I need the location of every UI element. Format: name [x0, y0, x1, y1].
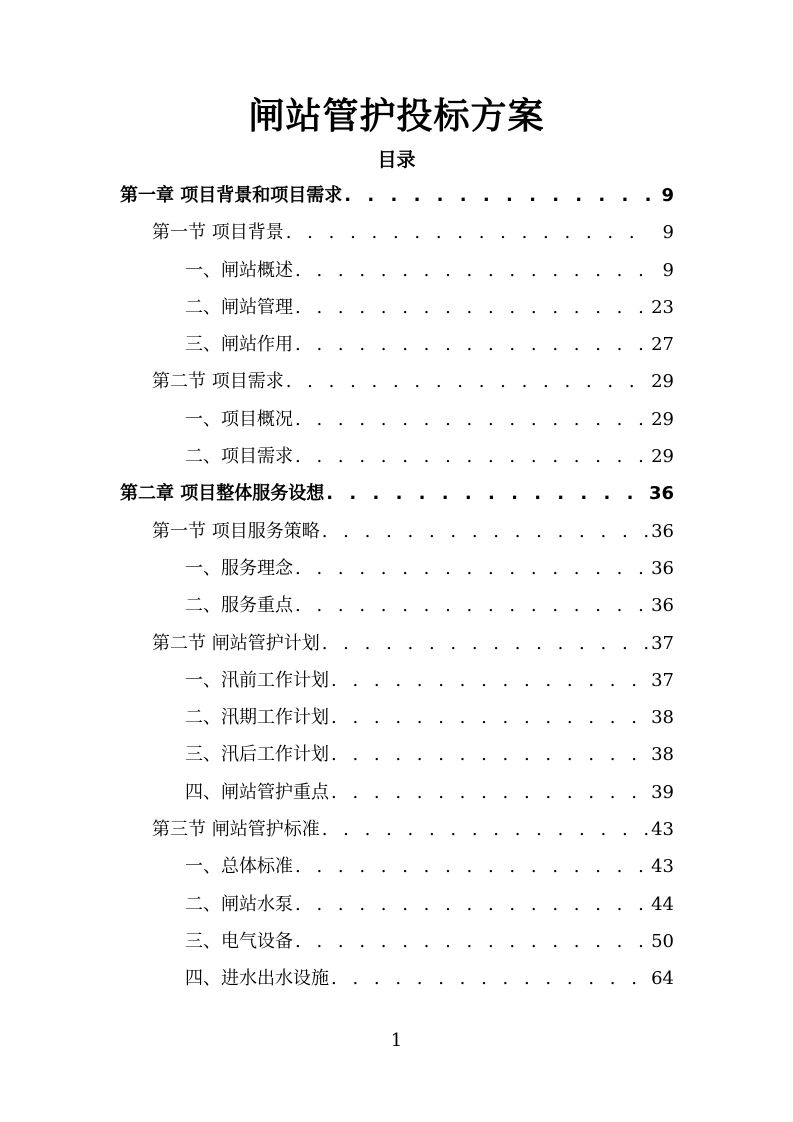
toc-leader-dots	[295, 923, 649, 960]
toc-entry-label: 三、汛后工作计划	[185, 744, 329, 766]
toc-entry[interactable]	[120, 625, 674, 662]
toc-leader-dots	[295, 326, 649, 363]
toc-entry-page: 9	[662, 222, 674, 244]
toc-entry[interactable]	[120, 214, 674, 251]
toc-entry[interactable]	[120, 923, 674, 960]
toc-entry-page: 38	[651, 707, 674, 729]
toc-entry[interactable]	[120, 960, 674, 997]
toc-entry-label: 二、闸站管理	[185, 296, 293, 318]
toc-leader-dots	[295, 289, 649, 326]
toc-leader-dots	[331, 662, 649, 699]
toc-leader-dots	[326, 475, 647, 512]
toc-entry[interactable]	[120, 326, 674, 363]
toc-entry-label: 第二章 项目整体服务设想	[120, 483, 325, 505]
toc-entry[interactable]	[120, 774, 674, 811]
toc-leader-dots	[286, 214, 650, 251]
toc-entry-label: 第二节 项目需求	[152, 371, 284, 393]
toc-entry-label: 四、闸站管护重点	[185, 781, 329, 803]
toc-entry[interactable]	[120, 289, 674, 326]
page-number: 1	[390, 1030, 403, 1051]
toc-entry[interactable]	[120, 587, 674, 624]
toc-entry-page: 29	[651, 371, 674, 393]
toc-entry-label: 一、汛前工作计划	[185, 669, 329, 691]
toc-entry-page: 43	[651, 856, 674, 878]
toc-leader-dots	[322, 513, 649, 550]
toc-entry-page: 36	[651, 520, 674, 542]
toc-entry-page: 43	[651, 819, 674, 841]
toc-entry[interactable]	[120, 252, 674, 289]
toc-entry[interactable]	[120, 550, 674, 587]
toc-entry-page: 50	[651, 930, 674, 952]
toc-entry-page: 23	[651, 296, 674, 318]
toc-leader-dots	[286, 363, 649, 400]
toc-entry-label: 四、进水出水设施	[185, 968, 329, 990]
toc-entry[interactable]	[120, 699, 674, 736]
toc-entry[interactable]	[120, 475, 674, 512]
toc-leader-dots	[322, 625, 649, 662]
toc-entry[interactable]	[120, 513, 674, 550]
toc-entry-label: 二、项目需求	[185, 446, 293, 468]
toc-entry-label: 三、闸站作用	[185, 334, 293, 356]
toc-leader-dots	[331, 699, 649, 736]
toc-entry[interactable]	[120, 363, 674, 400]
toc-entry-label: 三、电气设备	[185, 930, 293, 952]
toc-leader-dots	[331, 736, 649, 773]
toc-entry[interactable]	[120, 662, 674, 699]
toc-heading: 目录	[377, 149, 416, 171]
toc-entry[interactable]	[120, 401, 674, 438]
toc-leader-dots	[295, 886, 649, 923]
toc-entry-label: 一、项目概况	[185, 408, 293, 430]
toc-entry-label: 二、汛期工作计划	[185, 707, 329, 729]
table-of-contents	[120, 177, 674, 998]
toc-entry-label: 第一章 项目背景和项目需求	[120, 185, 343, 206]
toc-entry-page: 27	[651, 334, 674, 356]
toc-leader-dots	[344, 177, 650, 214]
toc-entry-page: 39	[651, 781, 674, 803]
toc-entry-label: 一、总体标准	[185, 856, 293, 878]
document-title: 闸站管护投标方案	[248, 96, 545, 137]
toc-entry-page: 9	[662, 259, 674, 281]
toc-leader-dots	[295, 401, 649, 438]
toc-entry[interactable]	[120, 438, 674, 475]
toc-entry-label: 一、服务理念	[185, 557, 293, 579]
toc-entry-label: 二、闸站水泵	[185, 893, 293, 915]
toc-leader-dots	[295, 587, 649, 624]
toc-entry-label: 第三节 闸站管护标准	[152, 819, 320, 841]
toc-entry-label: 第一节 项目服务策略	[152, 520, 320, 542]
toc-entry[interactable]	[120, 848, 674, 885]
toc-leader-dots	[331, 960, 649, 997]
toc-leader-dots	[295, 848, 649, 885]
toc-entry[interactable]	[120, 177, 674, 214]
toc-leader-dots	[331, 774, 649, 811]
toc-entry-page: 36	[651, 557, 674, 579]
toc-entry-page: 36	[651, 595, 674, 617]
toc-entry-page: 37	[651, 632, 674, 654]
toc-entry-page: 9	[661, 185, 674, 206]
toc-entry-label: 第一节 项目背景	[152, 222, 284, 244]
toc-entry[interactable]	[120, 736, 674, 773]
toc-entry-page: 37	[651, 669, 674, 691]
toc-leader-dots	[295, 438, 649, 475]
toc-entry-label: 二、服务重点	[185, 595, 293, 617]
toc-entry-page: 38	[651, 744, 674, 766]
toc-entry-label: 第二节 闸站管护计划	[152, 632, 320, 654]
toc-entry-page: 29	[651, 408, 674, 430]
toc-entry-page: 64	[651, 968, 674, 990]
toc-leader-dots	[295, 550, 649, 587]
toc-entry-label: 一、闸站概述	[185, 259, 293, 281]
toc-entry-page: 29	[651, 446, 674, 468]
toc-entry-page: 44	[651, 893, 674, 915]
toc-entry[interactable]	[120, 811, 674, 848]
toc-entry[interactable]	[120, 886, 674, 923]
toc-leader-dots	[295, 252, 650, 289]
toc-entry-page: 36	[648, 483, 674, 505]
toc-leader-dots	[322, 811, 649, 848]
